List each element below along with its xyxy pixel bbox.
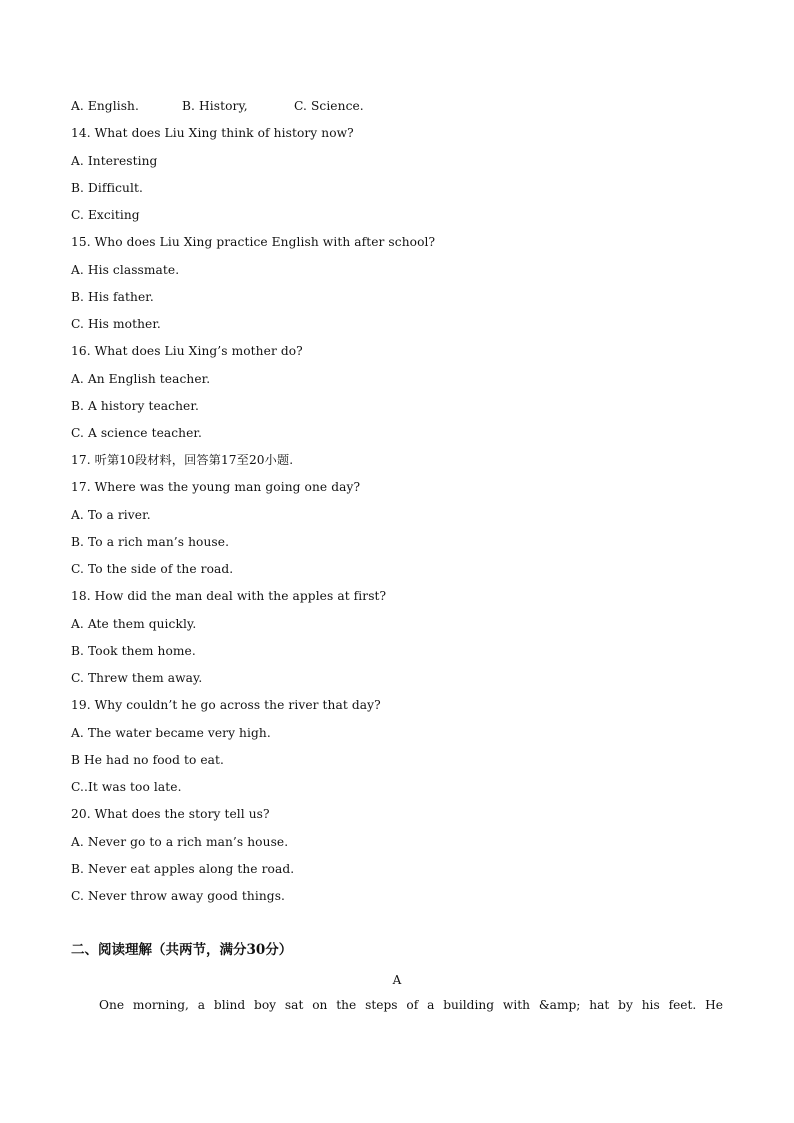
q13-option-a: A. English. [71,99,139,113]
question-18: 18. How did the man deal with the apples at first? [71,589,387,603]
question-19: 19. Why couldn’t he go across the river that day? [71,698,381,712]
q16-option-b: B. A history teacher. [71,399,199,413]
q15-option-b: B. His father. [71,290,154,304]
question-14: 14. What does Liu Xing think of history now? [71,126,354,140]
q15-option-c: C. His mother. [71,317,161,331]
q13-option-b: B. History, [182,99,248,113]
q18-option-c: C. Threw them away. [71,671,203,685]
q20-option-c: C. Never throw away good things. [71,889,286,903]
q19-option-a: A. The water became very high. [71,726,271,740]
question-17: 17. Where was the young man going one day? [71,480,361,494]
q14-option-a: A. Interesting [71,154,158,168]
q14-option-c: C. Exciting [71,208,140,222]
q19-option-c: C..It was too late. [71,780,182,794]
q19-option-b: B He had no food to eat. [71,753,225,767]
question-20: 20. What does the story tell us? [71,807,270,821]
listening-instruction: 17. 听第10段材料，回答第17至20小题. [71,453,294,467]
q20-option-a: A. Never go to a rich man’s house. [71,835,289,849]
q13-options [71,98,364,114]
q16-option-c: C. A science teacher. [71,426,202,440]
q16-option-a: A. An English teacher. [71,372,211,386]
section-title-reading: 二、阅读理解（共两节，满分30分） [71,942,293,958]
q18-option-b: B. Took them home. [71,644,196,658]
q13-option-c: C. Science. [294,99,364,113]
q14-option-b: B. Difficult. [71,181,143,195]
passage-label: A [392,973,402,987]
question-15: 15. Who does Liu Xing practice English with after school? [71,235,436,249]
q17-option-c: C. To the side of the road. [71,562,234,576]
question-16: 16. What does Liu Xing’s mother do? [71,344,303,358]
q20-option-b: B. Never eat apples along the road. [71,862,295,876]
q15-option-a: A. His classmate. [71,263,180,277]
passage-first-line: One morning, a blind boy sat on the steps of a building with &amp; hat by his feet. He [99,998,723,1012]
q17-option-a: A. To a river. [71,508,151,522]
q18-option-a: A. Ate them quickly. [71,617,197,631]
q17-option-b: B. To a rich man’s house. [71,535,230,549]
